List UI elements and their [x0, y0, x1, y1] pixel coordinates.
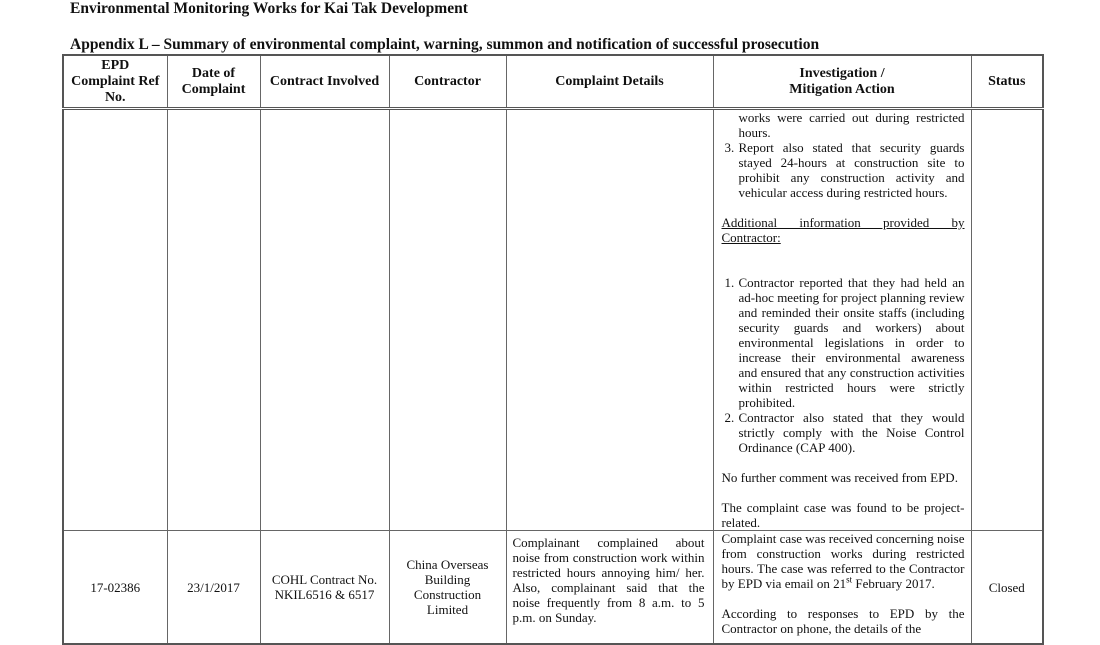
cell-contractor: China Overseas Building Construction Limited: [389, 531, 506, 645]
header-status: Status: [971, 55, 1043, 109]
appendix-title: Appendix L – Summary of environmental complaint, warning, summon and notification of successful prosecution: [70, 36, 820, 53]
cell-ref-no: 17-02386: [63, 531, 167, 645]
contractor-info-list: [722, 275, 965, 455]
header-ref-no: EPD Complaint Ref No.: [63, 55, 167, 109]
investigation-paragraph: According to responses to EPD by the Contractor on phone, the details of the: [721, 606, 965, 636]
investigation-paragraph: [722, 531, 965, 591]
table-header-row: [63, 55, 1043, 109]
header-investigation-line2: Mitigation Action: [789, 81, 895, 97]
table-row: [63, 109, 1043, 531]
cell-details: Complainant complained about noise from construction work within restricted hours annoying him/ her. Also, complainant said that the noise frequently from 8 a.m. to 5 p.m. on Sunday.: [506, 531, 713, 645]
ordinal-suffix: st: [846, 574, 853, 585]
cell-contractor: [389, 109, 506, 531]
cell-date: [167, 109, 260, 531]
no-further-comment: No further comment was received from EPD.: [721, 470, 958, 485]
header-investigation: [713, 55, 971, 109]
list-item: 1. Contractor reported that they had held an ad-hoc meeting for project planning review and reminded their onsite staffs (including security guards and workers) about environmental legislations in order to increase their environmental awareness and ensured that any construction activities within restricted hours were strictly prohibited.: [738, 275, 965, 410]
document-title: Environmental Monitoring Works for Kai Tak Development: [70, 0, 468, 17]
investigation-text-end: February 2017.: [852, 576, 935, 591]
additional-info-heading: Additional information provided by Contractor:: [721, 215, 965, 245]
complaint-table: [62, 54, 1044, 645]
cell-ref-no: [63, 109, 167, 531]
header-contractor: Contractor: [389, 55, 506, 109]
cell-date: 23/1/2017: [167, 531, 260, 645]
list-item: 2. Contractor also stated that they would strictly comply with the Noise Control Ordinance (CAP 400).: [738, 410, 965, 455]
header-details: Complaint Details: [506, 55, 713, 109]
cell-contract: COHL Contract No. NKIL6516 & 6517: [260, 531, 389, 645]
investigation-text: Complaint case was received concerning noise from construction works during restricted hours. The case was referred to the Contractor by EPD via email on 21: [721, 531, 965, 591]
list-item: 3. Report also stated that security guards stayed 24-hours at construction site to prohibit any construction activity and vehicular access during restricted hours.: [738, 140, 965, 200]
epd-response-list: [722, 110, 965, 200]
header-investigation-line1: Investigation /: [799, 65, 885, 81]
cell-status: Closed: [971, 531, 1043, 645]
cell-details: [506, 109, 713, 531]
conclusion-text: The complaint case was found to be project-related.: [721, 500, 965, 530]
cell-status: [971, 109, 1043, 531]
cell-investigation: [713, 109, 971, 531]
cell-contract: [260, 109, 389, 531]
header-date: Date of Complaint: [167, 55, 260, 109]
list-item: works were carried out during restricted hours.: [738, 110, 965, 140]
header-contract: Contract Involved: [260, 55, 389, 109]
